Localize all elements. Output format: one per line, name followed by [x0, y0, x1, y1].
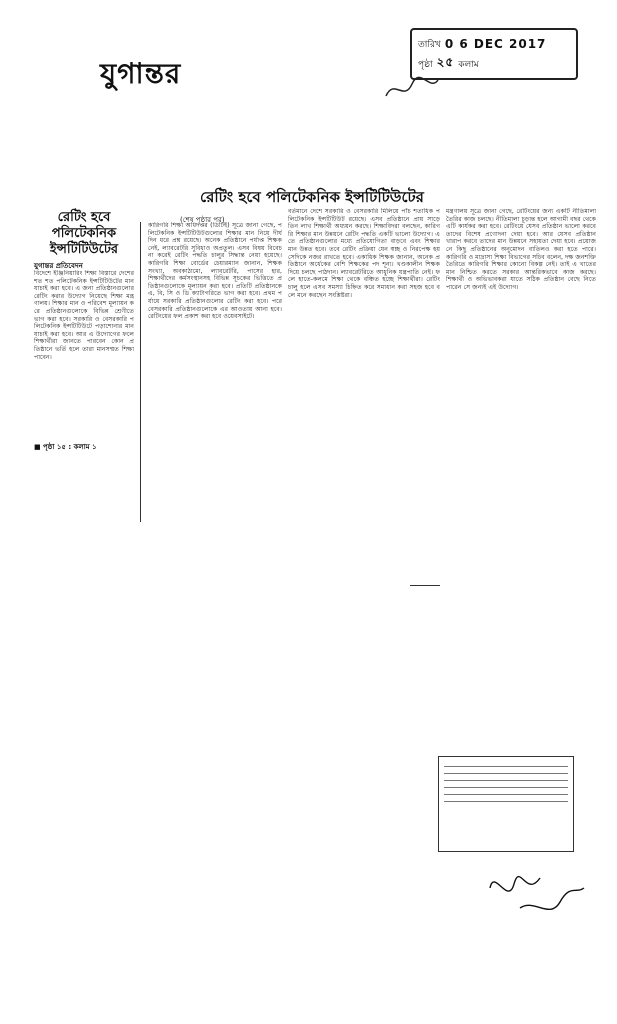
side-continued-note: ■ পৃষ্ঠা ১৫ : কলাম ১ [34, 443, 97, 451]
newspaper-masthead: যুগান্তর [100, 57, 182, 90]
side-headline: রেটিং হবে পলিটেকনিক ইন্সটিটিউটের [49, 210, 119, 257]
note-line [444, 773, 568, 774]
note-line [444, 801, 568, 802]
stamp-date-value: 0 6 DEC 2017 [444, 37, 547, 51]
handwritten-signature-icon [480, 858, 590, 928]
end-rule [410, 585, 440, 586]
stamp-date-label: তারিখ [418, 39, 441, 50]
note-line [444, 766, 568, 767]
stamp-column-label: কলাম [458, 59, 479, 70]
article-column-2: কারিগরি শিক্ষা অধিদপ্তর (ডিটিই) সূত্রে জানা গেছে, পলিটেকনিক ইন্সটিটিউটগুলোর শিক্ষার মান নিয়ে দীর্ঘদিন ধরে প্রশ্ন রয়েছে। অনেক প্রতিষ্ঠানে পর্যাপ্ত শিক্ষক নেই, ল্যাবরেটরি সুবিধাও অপ্রতুল। এসব বিষয় বিবেচনা করেই রেটিং পদ্ধতি চালুর সিদ্ধান্ত নেয়া হয়েছে। কারিগরি শিক্ষা বোর্ডের চেয়ারম্যান জানান, শিক্ষক সংখ্যা, অবকাঠামো, ল্যাবরেটরি, পাসের হার, শিক্ষার্থীদের কর্মসংস্থানসহ বিভিন্ন সূচকের ভিত্তিতে প্রতিষ্ঠানগুলোকে মূল্যায়ন করা হবে। প্রতিটি প্রতিষ্ঠানকে এ, বি, সি ও ডি ক্যাটাগরিতে ভাগ করা হবে। প্রথম পর্যায়ে সরকারি প্রতিষ্ঠানগুলোর রেটিং করা হবে। পরে বেসরকারি প্রতিষ্ঠানগুলোকে এর আওতায় আনা হবে। রেটিংয়ের ফল প্রকাশ করা হবে ওয়েবসাইটে। [148, 222, 282, 321]
note-line [444, 787, 568, 788]
clipping-date-stamp [410, 28, 578, 80]
article-headline: রেটিং হবে পলিটেকনিক ইন্সটিটিউটের [200, 188, 424, 206]
note-line [444, 780, 568, 781]
stamp-page-value: ২৫ [436, 55, 455, 69]
side-byline: যুগান্তর প্রতিবেদন [34, 262, 83, 270]
column-divider [140, 222, 141, 522]
article-column-4: মন্ত্রণালয় সূত্রে জানা গেছে, রেটিংয়ের জন্য একটি নীতিমালা তৈরির কাজ চলছে। নীতিমালা চূড়ান্ত হলে আগামী বছর থেকে এটি কার্যকর করা হবে। রেটিংয়ে যেসব প্রতিষ্ঠান ভালো করবে তাদের বিশেষ প্রণোদনা দেয়া হবে। আর যেসব প্রতিষ্ঠান খারাপ করবে তাদের মান উন্নয়নে সহায়তা দেয়া হবে। প্রয়োজনে কিছু প্রতিষ্ঠানের অনুমোদন বাতিলও করা হতে পারে। কারিগরি ও মাদ্রাসা শিক্ষা বিভাগের সচিব বলেন, দক্ষ জনশক্তি তৈরিতে কারিগরি শিক্ষার কোনো বিকল্প নেই। তাই এ খাতের মান নিশ্চিত করতে সরকার আন্তরিকভাবে কাজ করছে। শিক্ষার্থী ও অভিভাবকরা যাতে সঠিক প্রতিষ্ঠান বেছে নিতে পারেন সে জন্যই এই উদ্যোগ। [446, 208, 596, 291]
stamp-page-label: পৃষ্ঠা [418, 59, 433, 70]
stamp-signature-icon [382, 74, 442, 104]
article-column-1: বিদেশে ইঞ্জিনিয়ারিং শিক্ষা বিস্তারে দেশের শত শত পলিটেকনিক ইন্সটিটিউটের মান যাচাই করা হবে। এ জন্য প্রতিষ্ঠানগুলোর রেটিং করার উদ্যোগ নিয়েছে শিক্ষা মন্ত্রণালয়। শিক্ষার মান ও পরিবেশ মূল্যায়ন করে প্রতিষ্ঠানগুলোকে বিভিন্ন শ্রেণীতে ভাগ করা হবে। সরকারি ও বেসরকারি পলিটেকনিক ইন্সটিটিউটে পড়াশোনার মান যাচাই করা হবে। আর এ উদ্যোগের ফলে শিক্ষার্থীরা জানতে পারবেন কোন প্রতিষ্ঠানে ভর্তি হলে তারা মানসম্মত শিক্ষা পাবেন। [34, 270, 134, 361]
office-note-box [438, 756, 574, 852]
note-line [444, 794, 568, 795]
article-continued-from: (শেষ পৃষ্ঠার পর) [180, 216, 225, 224]
article-column-3: বর্তমানে দেশে সরকারি ও বেসরকারি মিলিয়ে পাঁচ শতাধিক পলিটেকনিক ইন্সটিটিউট রয়েছে। এসব প্রতিষ্ঠানে প্রায় সাড়ে তিন লাখ শিক্ষার্থী অধ্যয়ন করছে। শিক্ষাবিদরা বলছেন, কারিগরি শিক্ষার মান উন্নয়নে রেটিং পদ্ধতি একটি ভালো উদ্যোগ। এতে প্রতিষ্ঠানগুলোর মধ্যে প্রতিযোগিতা বাড়বে এবং শিক্ষার মান উন্নত হবে। তবে রেটিং প্রক্রিয়া যেন স্বচ্ছ ও নিরপেক্ষ হয় সেদিকে নজর রাখতে হবে। একাধিক শিক্ষক জানান, অনেক প্রতিষ্ঠানে অর্ধেকের বেশি শিক্ষকের পদ শূন্য। খণ্ডকালীন শিক্ষক দিয়ে চলছে পাঠদান। ল্যাবরেটরিতে আধুনিক যন্ত্রপাতি নেই। ফলে হাতে-কলমে শিক্ষা থেকে বঞ্চিত হচ্ছে শিক্ষার্থীরা। রেটিং চালু হলে এসব সমস্যা চিহ্নিত করে সমাধান করা সহজ হবে বলে মনে করছেন সংশ্লিষ্টরা। [288, 208, 440, 299]
